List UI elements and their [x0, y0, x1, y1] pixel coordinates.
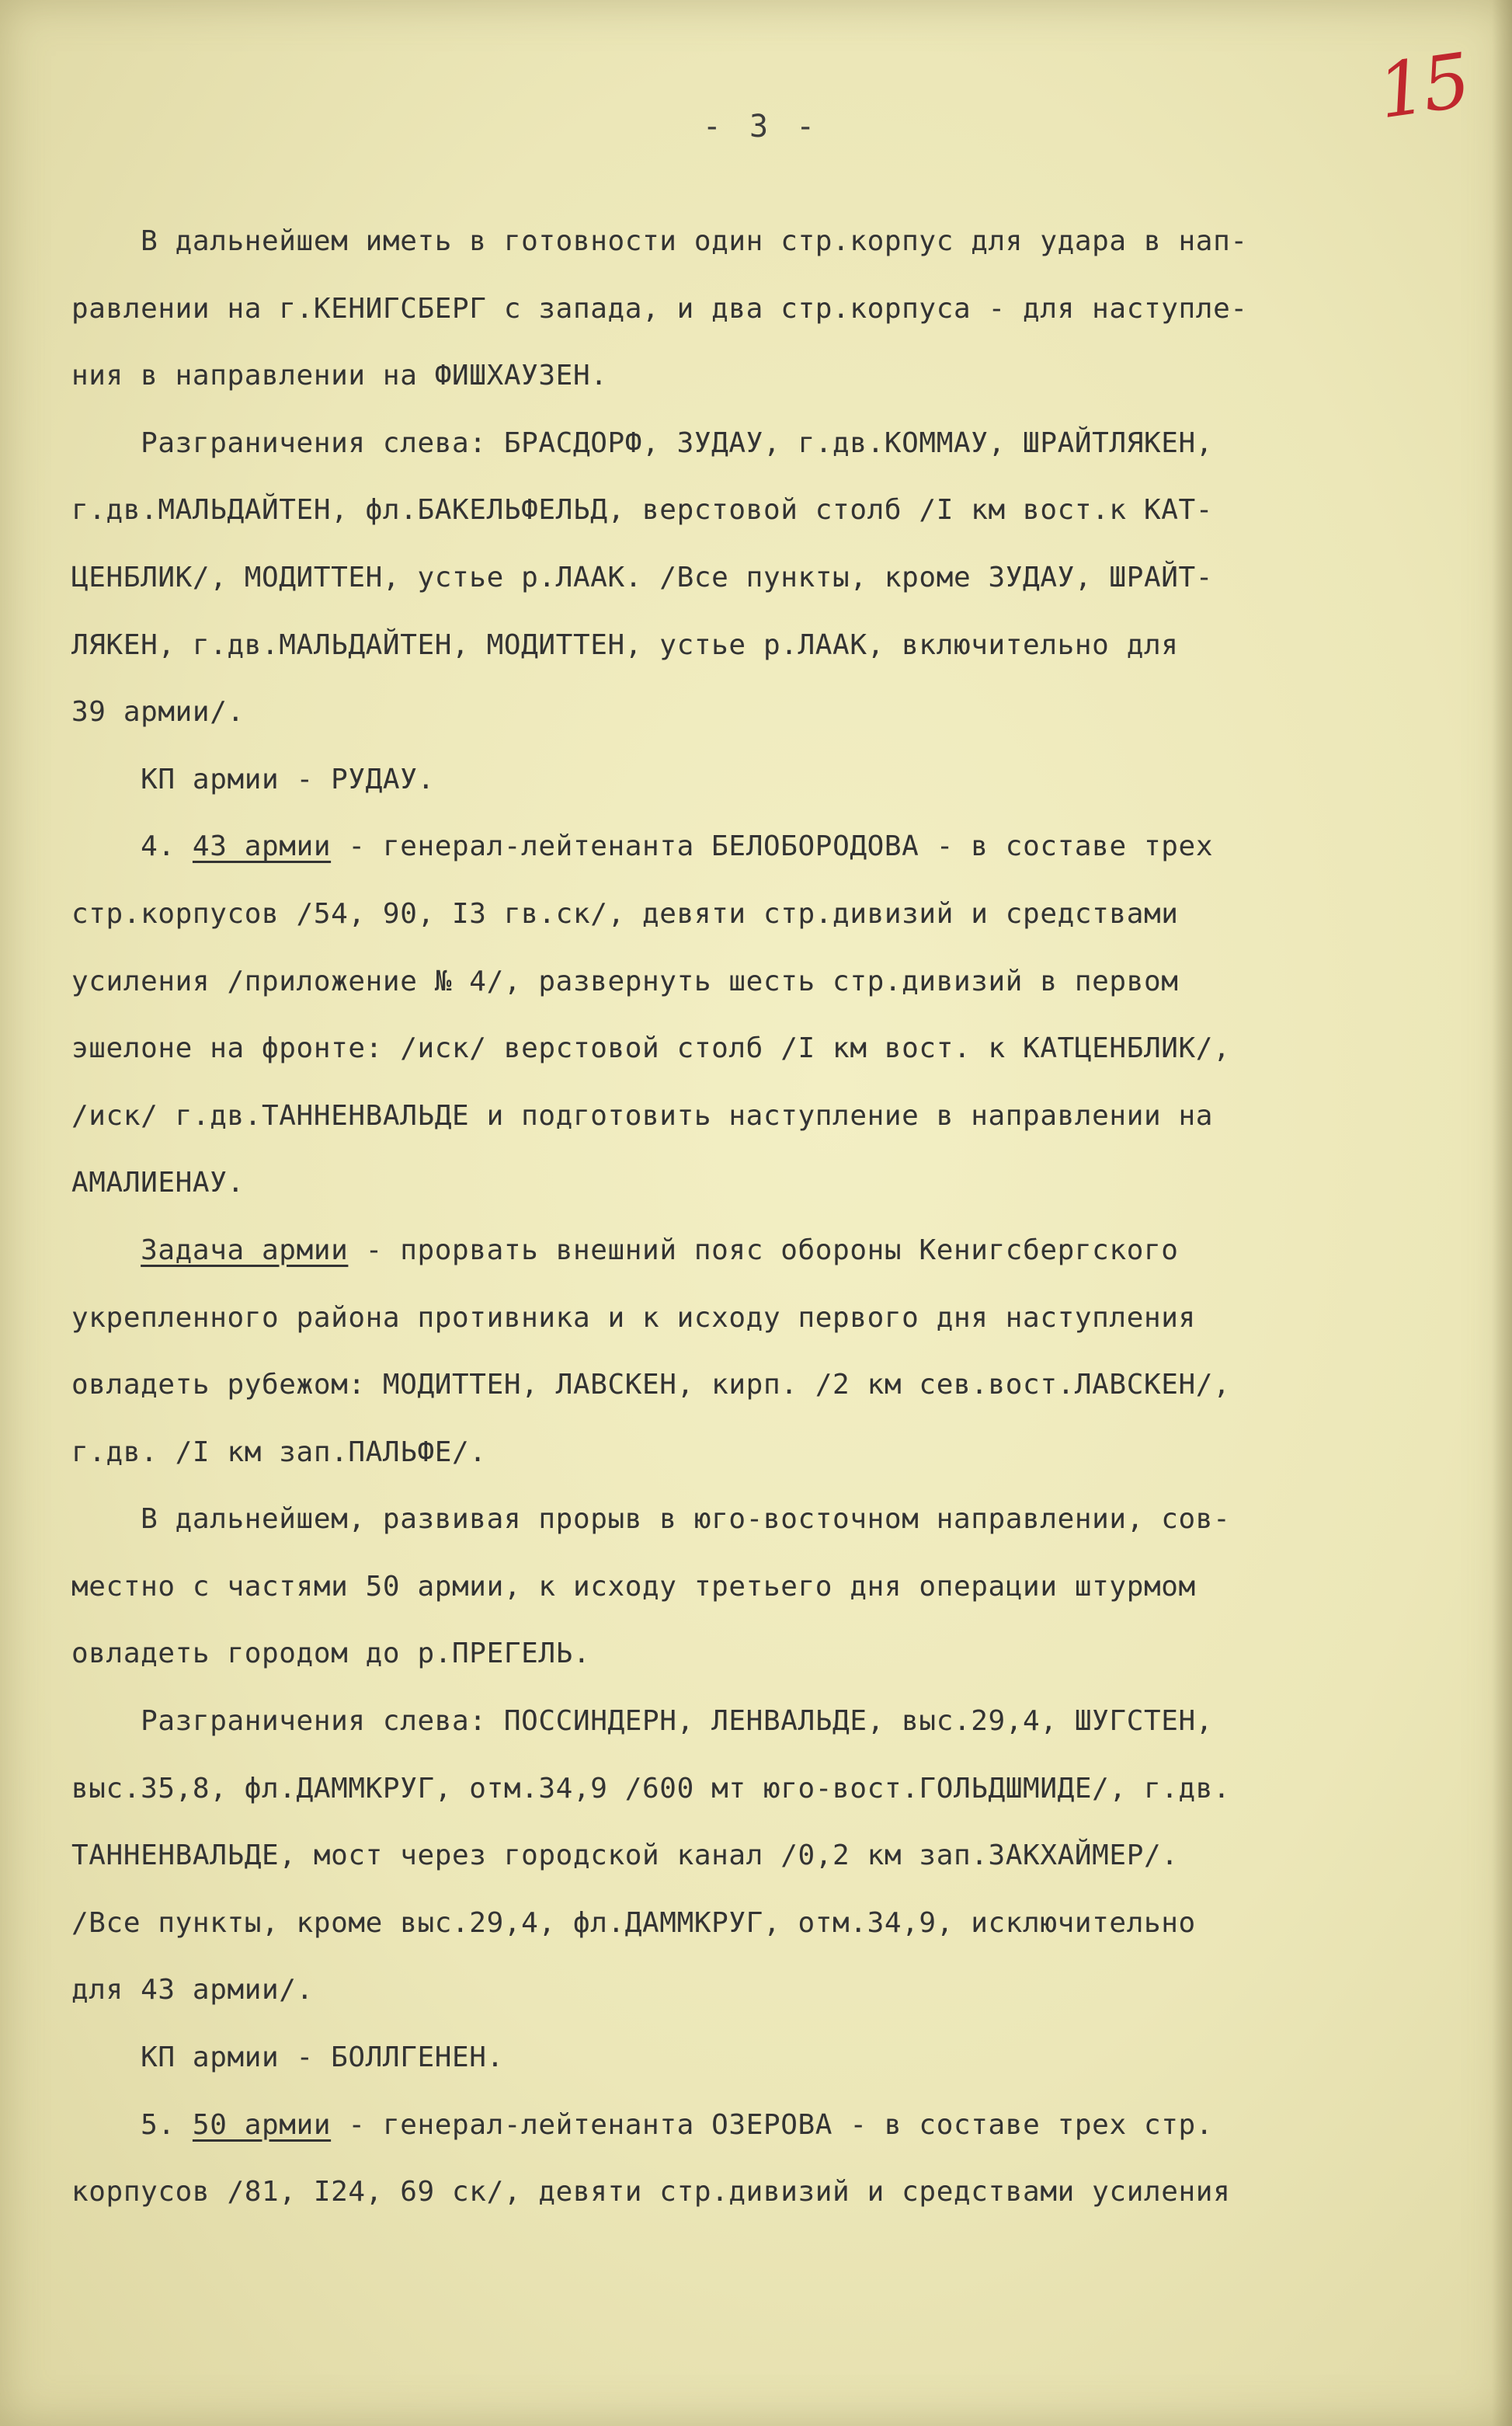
- handwritten-sheet-number: 15: [1372, 37, 1473, 136]
- text-line: КП армии - БОЛЛГЕНЕН.: [71, 2041, 504, 2074]
- text-line: эшелоне на фронте: /иск/ верстовой столб /I км вост. к КАТЦЕНБЛИК/,: [71, 1032, 1231, 1065]
- task-heading: [71, 1217, 1493, 1285]
- section-heading-43-army: [71, 813, 1493, 881]
- page-number: - 3 -: [702, 109, 820, 144]
- text-line: В дальнейшем, развивая прорыв в юго-восточном направлении, сов-: [71, 1503, 1231, 1536]
- typed-text-body: [71, 208, 1493, 2226]
- underlined-task-label: Задача армии: [141, 1234, 349, 1266]
- text-line: местно с частями 50 армии, к исходу третьего дня операции штурмом: [71, 1570, 1196, 1603]
- line-suffix: - прорвать внешний пояс обороны Кенигсбергского: [348, 1234, 1179, 1266]
- section-heading-50-army: [71, 2092, 1493, 2160]
- text-line: ТАННЕНВАЛЬДЕ, мост через городской канал /0,2 км зап.ЗАКХАЙМЕР/.: [71, 1840, 1179, 1872]
- text-line: ния в направлении на ФИШХАУЗЕН.: [71, 360, 608, 392]
- text-line: стр.корпусов /54, 90, I3 гв.ск/, девяти стр.дивизий и средствами: [71, 897, 1179, 930]
- text-line: В дальнейшем иметь в готовности один стр.корпус для удара в нап-: [71, 225, 1248, 257]
- line-suffix: - генерал-лейтенанта ОЗЕРОВА - в составе трех стр.: [331, 2108, 1214, 2141]
- text-line: г.дв.МАЛЬДАЙТЕН, фл.БАКЕЛЬФЕЛЬД, верстовой столб /I км вост.к КАТ-: [71, 494, 1214, 527]
- text-line: АМАЛИЕНАУ.: [71, 1167, 245, 1199]
- text-line: выс.35,8, фл.ДАММКРУГ, отм.34,9 /600 мт юго-вост.ГОЛЬДШМИДЕ/, г.дв.: [71, 1772, 1231, 1805]
- page-edge-shadow: [1492, 0, 1512, 2426]
- text-line: /иск/ г.дв.ТАННЕНВАЛЬДЕ и подготовить наступление в направлении на: [71, 1099, 1214, 1132]
- text-line: 39 армии/.: [71, 696, 245, 729]
- text-line: равлении на г.КЕНИГСБЕРГ с запада, и два стр.корпуса - для наступле-: [71, 292, 1248, 325]
- underlined-army-name: 43 армии: [192, 830, 332, 863]
- text-line: Разграничения слева: ПОССИНДЕРН, ЛЕНВАЛЬДЕ, выс.29,4, ШУГСТЕН,: [71, 1705, 1214, 1738]
- text-line: овладеть рубежом: МОДИТТЕН, ЛАВСКЕН, кирп. /2 км сев.вост.ЛАВСКЕН/,: [71, 1369, 1231, 1401]
- line-prefix: 5.: [71, 2108, 193, 2141]
- text-line: /Все пункты, кроме выс.29,4, фл.ДАММКРУГ, отм.34,9, исключительно: [71, 1906, 1196, 1939]
- text-line: КП армии - РУДАУ.: [71, 763, 435, 795]
- text-line: корпусов /81, I24, 69 ск/, девяти стр.дивизий и средствами усиления: [71, 2176, 1231, 2208]
- text-line: Разграничения слева: БРАСДОРФ, ЗУДАУ, г.дв.КОММАУ, ШРАЙТЛЯКЕН,: [71, 426, 1214, 459]
- line-prefix: [71, 1234, 141, 1266]
- text-line: укрепленного района противника и к исходу первого дня наступления: [71, 1301, 1196, 1334]
- text-line: ЦЕНБЛИК/, МОДИТТЕН, устье р.ЛААК. /Все пункты, кроме ЗУДАУ, ШРАЙТ-: [71, 561, 1214, 593]
- text-line: г.дв. /I км зап.ПАЛЬФЕ/.: [71, 1436, 487, 1468]
- line-prefix: 4.: [71, 830, 193, 863]
- underlined-army-name: 50 армии: [192, 2108, 332, 2141]
- line-suffix: - генерал-лейтенанта БЕЛОБОРОДОВА - в составе трех: [331, 830, 1214, 863]
- text-line: ЛЯКЕН, г.дв.МАЛЬДАЙТЕН, МОДИТТЕН, устье р.ЛААК, включительно для: [71, 628, 1179, 661]
- text-line: усиления /приложение № 4/, развернуть шесть стр.дивизий в первом: [71, 965, 1179, 997]
- text-line: овладеть городом до р.ПРЕГЕЛЬ.: [71, 1638, 591, 1670]
- text-line: для 43 армии/.: [71, 1974, 314, 2007]
